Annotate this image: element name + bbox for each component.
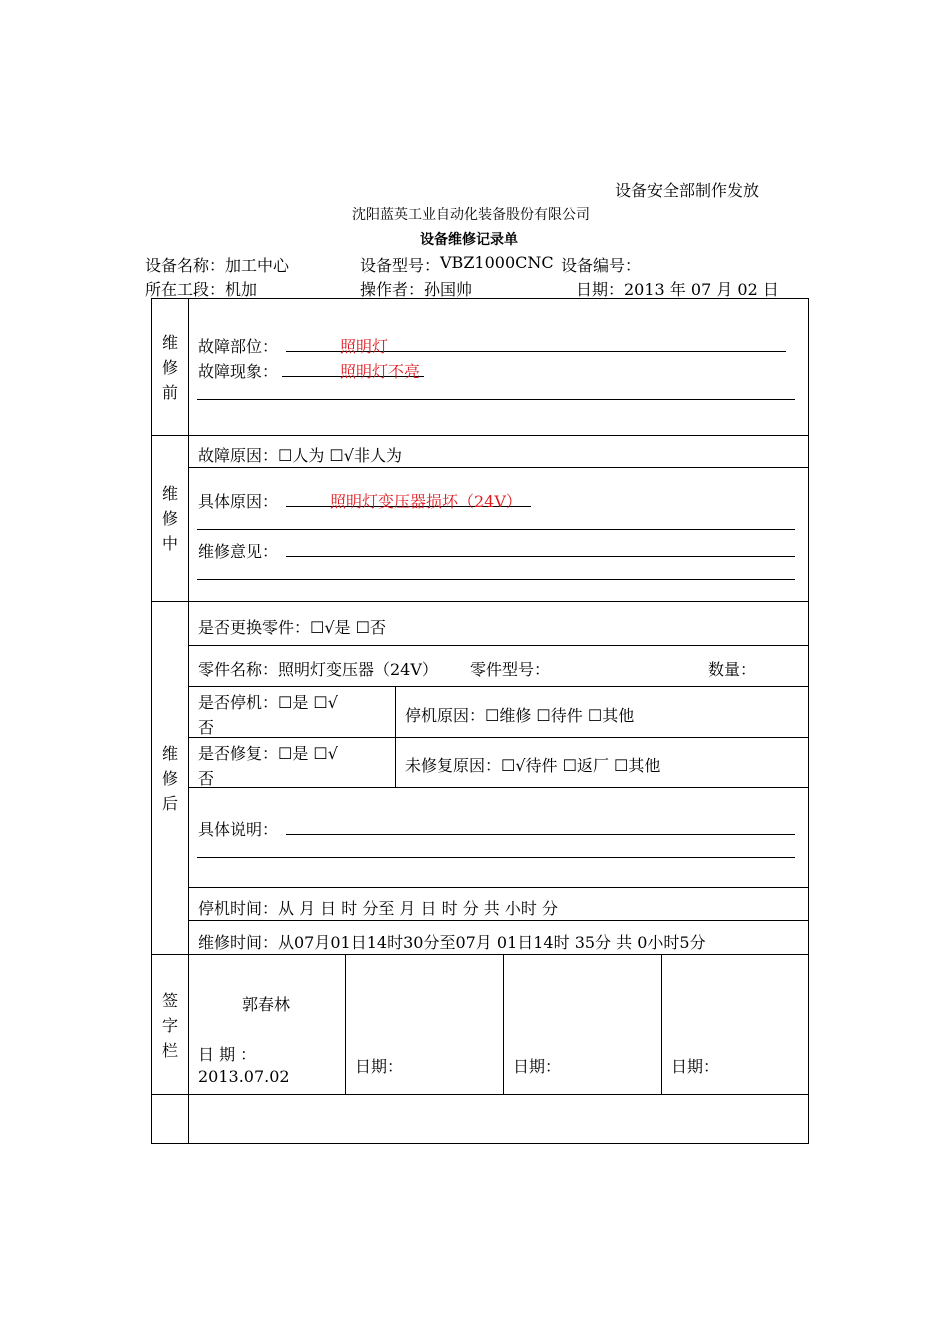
company-name: 沈阳蓝英工业自动化装备股份有限公司 (352, 207, 590, 223)
divider-detail (188, 887, 809, 888)
part-name: 零件名称：照明灯变压器（24V） (198, 660, 438, 679)
form-title: 设备维修记录单 (420, 232, 518, 248)
date-label: 日期： (576, 280, 625, 299)
phenomenon-extra-line (197, 399, 795, 400)
stop-repair-divider (395, 686, 396, 787)
sign-date-label: 日 期 ： (198, 1045, 257, 1064)
operator-value: 孙国帅 (424, 280, 473, 299)
signer-name: 郭春林 (242, 995, 291, 1014)
repaired-checkboxes-wrap: 否 (198, 769, 215, 788)
date-value: 2013 年 07 月 02 日 (624, 280, 779, 299)
unrepaired-reason-checkboxes[interactable]: 未修复原因：☐√待件 ☐返厂 ☐其他 (405, 756, 661, 775)
model-label: 设备型号： (360, 256, 441, 275)
stopped-checkboxes-wrap: 否 (198, 718, 215, 737)
sign-col-divider-2 (503, 954, 504, 1094)
divider-downtime (188, 920, 809, 921)
divider-replace (188, 645, 809, 646)
side-label-sign: 签 字 栏 (161, 991, 178, 1060)
cause-type-checkboxes[interactable]: 故障原因：☐人为 ☐√非人为 (198, 446, 402, 465)
divider-repair (188, 787, 809, 788)
divider-cause-type (188, 467, 809, 468)
side-label-before: 维 修 前 (161, 333, 178, 402)
repaired-checkboxes[interactable]: 是否修复：☐是 ☐√ (198, 744, 338, 763)
issuer-note: 设备安全部制作发放 (615, 181, 760, 200)
sign-date-label-2: 日期： (355, 1057, 404, 1076)
stopped-checkboxes[interactable]: 是否停机：☐是 ☐√ (198, 693, 338, 712)
divider-before-during (151, 435, 809, 436)
equipment-number-label: 设备编号： (561, 256, 642, 275)
repair-time-row: 维修时间：从07月01日14时30分至07月 01日14时 35分 共 0小时5分 (198, 933, 706, 952)
sign-col-divider-3 (661, 954, 662, 1094)
model-value: VBZ1000CNC (440, 253, 554, 272)
section-value: 机加 (225, 280, 258, 299)
opinion-field[interactable] (286, 556, 795, 557)
section-label: 所在工段： (145, 280, 226, 299)
side-column-divider (188, 298, 189, 1144)
side-label-after: 维 修 后 (161, 744, 178, 813)
phenomenon-label: 故障现象： (198, 362, 279, 381)
cause-value: 照明灯变压器损坏（24V） (330, 492, 522, 511)
divider-after-sign (151, 954, 809, 955)
operator-label: 操作者： (360, 280, 425, 299)
phenomenon-value: 照明灯不亮 (340, 362, 421, 381)
downtime-row: 停机时间：从 月 日 时 分至 月 日 时 分 共 小时 分 (198, 899, 558, 918)
stop-reason-checkboxes[interactable]: 停机原因：☐维修 ☐待件 ☐其他 (405, 706, 635, 725)
detail-field[interactable] (286, 834, 795, 835)
cause-extra-line (197, 529, 795, 530)
sign-col-divider-1 (345, 954, 346, 1094)
detail-extra-line (197, 857, 795, 858)
equipment-name-label: 设备名称： (145, 256, 226, 275)
opinion-extra-line (197, 579, 795, 580)
divider-sign-extra (151, 1094, 809, 1095)
equipment-name-value: 加工中心 (225, 256, 290, 275)
fault-part-value: 照明灯 (340, 337, 389, 356)
divider-part (188, 686, 809, 687)
part-model-label: 零件型号： (470, 660, 551, 679)
opinion-label: 维修意见： (198, 542, 279, 561)
quantity-label: 数量： (708, 660, 757, 679)
replace-part-checkboxes[interactable]: 是否更换零件：☐√是 ☐否 (198, 618, 386, 637)
divider-during-after (151, 601, 809, 602)
fault-part-label: 故障部位： (198, 337, 279, 356)
divider-stop (188, 737, 809, 738)
detail-label: 具体说明： (198, 820, 279, 839)
cause-label: 具体原因： (198, 492, 279, 511)
sign-date-value: 2013.07.02 (198, 1067, 290, 1086)
sign-date-label-4: 日期： (671, 1057, 720, 1076)
side-label-during: 维 修 中 (161, 484, 178, 553)
sign-date-label-3: 日期： (513, 1057, 562, 1076)
